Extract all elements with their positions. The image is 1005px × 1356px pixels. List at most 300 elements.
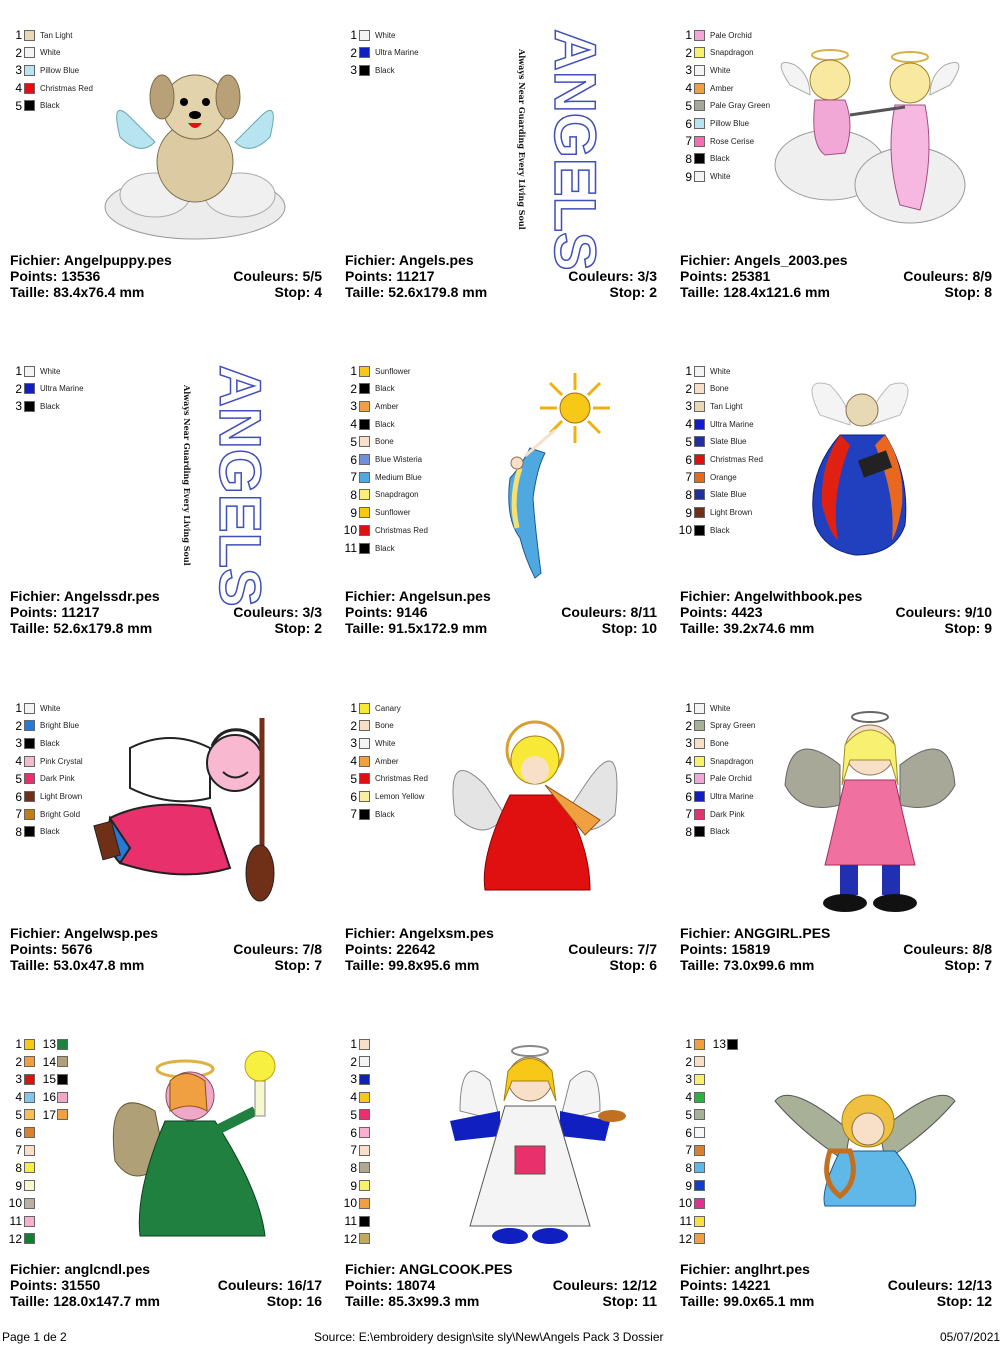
thread-name: White <box>710 65 731 75</box>
thread-color-swatch <box>694 703 705 714</box>
thread-number: 10 <box>678 1196 692 1211</box>
thread-number: 5 <box>15 771 22 786</box>
thread-row <box>4 398 60 414</box>
svg-text:ANGELS: ANGELS <box>207 365 272 607</box>
thread-number: 7 <box>350 470 357 485</box>
thread-row <box>674 1107 710 1123</box>
design-size: Taille: 99.8x95.6 mm <box>345 957 480 973</box>
thread-number: 8 <box>15 1160 22 1175</box>
file-name: Fichier: Angelxsm.pes <box>345 925 494 941</box>
thread-row <box>4 824 60 840</box>
thread-number: 10 <box>678 523 692 538</box>
thread-number: 6 <box>350 1125 357 1140</box>
design-size: Taille: 128.0x147.7 mm <box>10 1293 160 1309</box>
color-count: Couleurs: 3/3 <box>568 268 657 284</box>
thread-color-swatch <box>24 1127 35 1138</box>
thread-color-swatch <box>359 1039 370 1050</box>
thread-row <box>339 735 395 751</box>
embroidery-preview-image <box>90 708 300 913</box>
thread-name: Dark Pink <box>710 809 745 819</box>
thread-row <box>674 505 752 521</box>
thread-color-swatch <box>57 1039 68 1050</box>
thread-number: 6 <box>15 1125 22 1140</box>
file-name: Fichier: Angels.pes <box>345 252 474 268</box>
thread-color-swatch <box>359 1180 370 1191</box>
thread-name: Bright Blue <box>40 721 80 731</box>
embroidery-preview-image <box>513 29 607 271</box>
thread-color-swatch <box>694 738 705 749</box>
thread-number: 7 <box>350 807 357 822</box>
thread-name: Ultra Marine <box>710 419 754 429</box>
thread-number: 4 <box>350 754 357 769</box>
thread-name: White <box>375 738 396 748</box>
stitch-points: Points: 22642 <box>345 941 436 957</box>
thread-name: Rose Cerise <box>710 136 755 146</box>
thread-number: 3 <box>15 1072 22 1087</box>
thread-color-swatch <box>694 525 705 536</box>
thread-number: 6 <box>685 452 692 467</box>
stop-count: Stop: 6 <box>609 957 657 973</box>
thread-row <box>674 1178 710 1194</box>
design-info <box>10 925 322 973</box>
thread-number: 2 <box>15 718 22 733</box>
thread-color-swatch <box>727 1039 738 1050</box>
thread-name: Pink Crystal <box>40 756 83 766</box>
color-count: Couleurs: 8/8 <box>903 941 992 957</box>
thread-row <box>339 1213 375 1229</box>
thread-row <box>339 27 395 43</box>
thread-number: 7 <box>15 807 22 822</box>
thread-row <box>674 381 729 397</box>
thread-color-swatch <box>359 507 370 518</box>
thread-name: Amber <box>710 83 734 93</box>
thread-color-swatch <box>694 1180 705 1191</box>
stitch-points: Points: 4423 <box>680 604 763 620</box>
thread-number: 7 <box>15 1143 22 1158</box>
thread-color-swatch <box>359 1216 370 1227</box>
stop-count: Stop: 8 <box>944 284 992 300</box>
thread-name: Christmas Red <box>375 525 428 535</box>
thread-number: 5 <box>685 771 692 786</box>
thread-number: 15 <box>42 1072 56 1087</box>
thread-name: Tan Light <box>40 30 73 40</box>
thread-color-swatch <box>694 507 705 518</box>
file-name: Fichier: Angelwithbook.pes <box>680 588 863 604</box>
design-info <box>680 588 992 636</box>
thread-row <box>339 434 394 450</box>
design-info <box>10 252 322 300</box>
thread-number: 9 <box>685 505 692 520</box>
thread-row <box>339 45 419 61</box>
source-path: Source: E:\embroidery design\site sly\New\Angels Pack 3 Dossier <box>314 1330 664 1344</box>
thread-row <box>339 1054 375 1070</box>
thread-row <box>4 1036 73 1052</box>
thread-name: Snapdragon <box>710 756 754 766</box>
thread-row <box>674 151 730 167</box>
thread-name: Black <box>40 401 60 411</box>
stitch-points: Points: 11217 <box>10 604 100 620</box>
thread-color-swatch <box>24 703 35 714</box>
design-card <box>0 27 325 347</box>
design-size: Taille: 73.0x99.6 mm <box>680 957 815 973</box>
svg-text:Always Near Guarding Every Liv: Always Near Guarding Every Living Soul <box>182 385 192 566</box>
thread-color-swatch <box>24 1145 35 1156</box>
thread-color-swatch <box>694 1216 705 1227</box>
thread-color-swatch <box>57 1056 68 1067</box>
thread-row <box>4 1125 40 1141</box>
thread-name: Snapdragon <box>710 48 754 58</box>
thread-number: 2 <box>15 381 22 396</box>
thread-name: Black <box>375 384 395 394</box>
thread-color-swatch <box>694 756 705 767</box>
thread-number: 2 <box>350 45 357 60</box>
thread-color-swatch <box>694 1039 705 1050</box>
design-info <box>345 252 657 300</box>
thread-row <box>339 398 399 414</box>
thread-row <box>674 1125 710 1141</box>
thread-color-swatch <box>57 1092 68 1103</box>
thread-name: White <box>710 703 731 713</box>
color-count: Couleurs: 16/17 <box>217 1277 322 1293</box>
thread-number: 4 <box>685 754 692 769</box>
thread-color-swatch <box>359 809 370 820</box>
thread-number: 2 <box>685 1054 692 1069</box>
embroidery-preview-image <box>95 1041 305 1256</box>
thread-name: Slate Blue <box>710 437 747 447</box>
thread-number: 5 <box>685 434 692 449</box>
thread-number: 6 <box>350 452 357 467</box>
thread-row <box>674 1071 710 1087</box>
thread-name: Blue Wisteria <box>375 455 423 464</box>
thread-name: White <box>40 366 61 376</box>
thread-row <box>4 381 84 397</box>
thread-number: 3 <box>350 399 357 414</box>
thread-row <box>674 27 752 43</box>
thread-number: 6 <box>685 1125 692 1140</box>
design-size: Taille: 91.5x172.9 mm <box>345 620 488 636</box>
stitch-points: Points: 25381 <box>680 268 771 284</box>
thread-number: 12 <box>678 1231 692 1246</box>
thread-color-swatch <box>24 1162 35 1173</box>
thread-row <box>674 45 754 61</box>
embroidery-preview-image <box>178 365 272 607</box>
design-size: Taille: 99.0x65.1 mm <box>680 1293 815 1309</box>
thread-row <box>674 116 749 132</box>
thread-number: 3 <box>685 399 692 414</box>
design-info <box>345 588 657 636</box>
thread-color-swatch <box>359 47 370 58</box>
thread-row <box>4 1054 73 1070</box>
page-number: Page 1 de 2 <box>2 1330 67 1344</box>
thread-color-swatch <box>359 1074 370 1085</box>
design-card <box>0 700 325 1020</box>
thread-number: 1 <box>15 1037 22 1051</box>
thread-color-swatch <box>694 47 705 58</box>
thread-number: 17 <box>42 1107 56 1122</box>
thread-color-swatch <box>359 525 370 536</box>
thread-name: Slate Blue <box>710 490 747 500</box>
thread-name: White <box>375 30 396 40</box>
thread-number: 1 <box>15 28 22 42</box>
thread-name: Light Brown <box>710 508 753 518</box>
embroidery-preview-image <box>770 705 970 920</box>
thread-color-swatch <box>359 791 370 802</box>
thread-number: 5 <box>350 434 357 449</box>
thread-color-swatch <box>694 171 705 182</box>
design-size: Taille: 52.6x179.8 mm <box>345 284 488 300</box>
thread-row <box>339 1071 375 1087</box>
thread-color-swatch <box>694 383 705 394</box>
thread-number: 1 <box>15 701 22 715</box>
thread-row <box>339 1107 375 1123</box>
thread-name: Lemon Yellow <box>375 792 425 801</box>
design-size: Taille: 83.4x76.4 mm <box>10 284 145 300</box>
thread-row <box>674 363 730 379</box>
thread-row <box>4 1160 40 1176</box>
design-size: Taille: 53.0x47.8 mm <box>10 957 145 973</box>
thread-color-swatch <box>694 419 705 430</box>
thread-color-swatch <box>359 1092 370 1103</box>
stop-count: Stop: 4 <box>274 284 322 300</box>
thread-number: 11 <box>679 1214 692 1228</box>
thread-color-swatch <box>24 1092 35 1103</box>
thread-name: White <box>40 48 61 58</box>
thread-number: 8 <box>685 151 692 166</box>
thread-row <box>674 735 729 751</box>
thread-row <box>339 1125 375 1141</box>
thread-row <box>4 363 60 379</box>
thread-name: Black <box>375 543 395 553</box>
thread-number: 1 <box>350 364 357 378</box>
thread-name: Amber <box>375 401 399 411</box>
thread-color-swatch <box>694 136 705 147</box>
thread-number: 9 <box>350 1178 357 1193</box>
stop-count: Stop: 2 <box>274 620 322 636</box>
thread-color-swatch <box>359 65 370 76</box>
thread-number: 5 <box>685 1107 692 1122</box>
stop-count: Stop: 2 <box>609 284 657 300</box>
thread-name: Black <box>375 809 395 819</box>
thread-name: Bone <box>375 437 394 447</box>
thread-color-swatch <box>694 826 705 837</box>
thread-row <box>674 434 746 450</box>
thread-number: 4 <box>350 1090 357 1105</box>
thread-number: 1 <box>685 1037 692 1051</box>
thread-color-swatch <box>694 1074 705 1085</box>
thread-name: Black <box>40 827 60 837</box>
thread-name: Bright Gold <box>40 809 81 819</box>
thread-number: 9 <box>685 169 692 184</box>
thread-color-swatch <box>359 1127 370 1138</box>
thread-color-swatch <box>24 773 35 784</box>
thread-number: 9 <box>350 505 357 520</box>
thread-number: 5 <box>350 1107 357 1122</box>
thread-name: Black <box>375 419 395 429</box>
thread-name: Sunflower <box>375 366 411 376</box>
thread-color-swatch <box>24 720 35 731</box>
thread-row <box>339 416 395 432</box>
color-count: Couleurs: 8/9 <box>903 268 992 284</box>
thread-number: 1 <box>685 701 692 715</box>
thread-number: 7 <box>685 1143 692 1158</box>
embroidery-preview-image <box>770 35 970 240</box>
thread-name: Black <box>710 827 730 837</box>
thread-color-swatch <box>57 1109 68 1120</box>
thread-row <box>339 540 395 556</box>
design-card <box>335 27 660 347</box>
stop-count: Stop: 16 <box>266 1293 322 1309</box>
thread-row <box>339 522 428 538</box>
thread-color-swatch <box>24 30 35 41</box>
thread-color-swatch <box>24 738 35 749</box>
thread-row <box>674 1054 710 1070</box>
thread-name: Canary <box>375 703 401 713</box>
thread-row <box>4 1142 40 1158</box>
thread-number: 1 <box>15 364 22 378</box>
design-card <box>670 700 995 1020</box>
embroidery-preview-image <box>100 47 290 252</box>
stitch-points: Points: 11217 <box>345 268 435 284</box>
thread-row <box>674 62 730 78</box>
thread-row <box>339 1195 375 1211</box>
thread-name: Snapdragon <box>375 490 419 500</box>
thread-color-swatch <box>359 30 370 41</box>
thread-color-swatch <box>359 720 370 731</box>
thread-color-swatch <box>24 1056 35 1067</box>
thread-number: 6 <box>15 789 22 804</box>
color-count: Couleurs: 12/13 <box>887 1277 992 1293</box>
design-info <box>345 1261 657 1309</box>
thread-number: 2 <box>15 1054 22 1069</box>
thread-row <box>339 452 422 468</box>
thread-number: 11 <box>344 1214 357 1228</box>
thread-row <box>674 1195 710 1211</box>
thread-row <box>4 735 60 751</box>
thread-number: 1 <box>350 1037 357 1051</box>
svg-text:Always Near Guarding Every Liv: Always Near Guarding Every Living Soul <box>517 49 527 230</box>
thread-number: 3 <box>15 736 22 751</box>
design-size: Taille: 52.6x179.8 mm <box>10 620 153 636</box>
thread-number: 10 <box>343 523 357 538</box>
thread-name: White <box>40 703 61 713</box>
thread-name: Ultra Marine <box>710 792 754 801</box>
design-info <box>680 925 992 973</box>
thread-row <box>4 806 80 822</box>
thread-color-swatch <box>359 383 370 394</box>
thread-color-swatch <box>359 543 370 554</box>
thread-row <box>4 753 83 769</box>
thread-row <box>674 487 746 503</box>
thread-row <box>339 771 428 787</box>
stitch-points: Points: 31550 <box>10 1277 101 1293</box>
thread-number: 13 <box>712 1037 726 1051</box>
thread-number: 5 <box>685 98 692 113</box>
thread-row <box>674 169 730 185</box>
thread-number: 4 <box>15 754 22 769</box>
thread-color-swatch <box>694 1092 705 1103</box>
thread-number: 1 <box>350 701 357 715</box>
design-info <box>345 925 657 973</box>
thread-row <box>339 718 394 734</box>
design-card <box>0 1036 325 1356</box>
thread-number: 10 <box>8 1196 22 1211</box>
stop-count: Stop: 7 <box>944 957 992 973</box>
file-name: Fichier: ANGGIRL.PES <box>680 925 831 941</box>
thread-color-swatch <box>359 1109 370 1120</box>
design-card <box>670 363 995 683</box>
thread-color-swatch <box>359 401 370 412</box>
thread-number: 13 <box>42 1037 56 1051</box>
stitch-points: Points: 5676 <box>10 941 93 957</box>
thread-number: 5 <box>15 98 22 113</box>
thread-number: 7 <box>350 1143 357 1158</box>
stitch-points: Points: 9146 <box>345 604 428 620</box>
thread-number: 1 <box>685 28 692 42</box>
thread-row <box>674 522 730 538</box>
embroidery-preview-image <box>425 705 645 920</box>
thread-color-swatch <box>694 809 705 820</box>
thread-color-swatch <box>359 436 370 447</box>
thread-color-swatch <box>24 100 35 111</box>
thread-name: Orange <box>710 472 737 482</box>
thread-color-swatch <box>359 1198 370 1209</box>
thread-number: 2 <box>685 381 692 396</box>
thread-color-swatch <box>359 703 370 714</box>
thread-row <box>674 1036 743 1052</box>
thread-number: 4 <box>15 1090 22 1105</box>
thread-number: 3 <box>685 1072 692 1087</box>
thread-color-swatch <box>24 826 35 837</box>
thread-color-swatch <box>694 489 705 500</box>
thread-row <box>4 1107 73 1123</box>
thread-color-swatch <box>359 756 370 767</box>
thread-row <box>4 80 93 96</box>
design-info <box>10 1261 322 1309</box>
thread-number: 3 <box>685 63 692 78</box>
thread-name: Bone <box>375 721 394 731</box>
thread-row <box>4 62 79 78</box>
thread-row <box>674 98 770 114</box>
thread-row <box>4 1213 40 1229</box>
thread-color-swatch <box>24 47 35 58</box>
thread-number: 8 <box>350 487 357 502</box>
design-info <box>10 588 322 636</box>
file-name: Fichier: Angelwsp.pes <box>10 925 159 941</box>
thread-row <box>4 1071 73 1087</box>
color-count: Couleurs: 5/5 <box>233 268 322 284</box>
thread-name: Medium Blue <box>375 472 422 482</box>
thread-number: 3 <box>15 63 22 78</box>
thread-number: 3 <box>685 736 692 751</box>
thread-color-swatch <box>694 773 705 784</box>
design-info <box>680 1261 992 1309</box>
thread-color-swatch <box>359 419 370 430</box>
thread-name: Black <box>40 101 60 111</box>
thread-number: 3 <box>350 1072 357 1087</box>
thread-color-swatch <box>24 791 35 802</box>
thread-row <box>674 1089 710 1105</box>
thread-row <box>4 1195 40 1211</box>
thread-row <box>4 789 82 805</box>
thread-color-swatch <box>694 401 705 412</box>
thread-number: 5 <box>15 1107 22 1122</box>
thread-color-swatch <box>694 1127 705 1138</box>
thread-row <box>339 789 424 805</box>
thread-row <box>4 718 79 734</box>
thread-number: 2 <box>350 381 357 396</box>
thread-name: White <box>710 366 731 376</box>
thread-row <box>4 27 72 43</box>
